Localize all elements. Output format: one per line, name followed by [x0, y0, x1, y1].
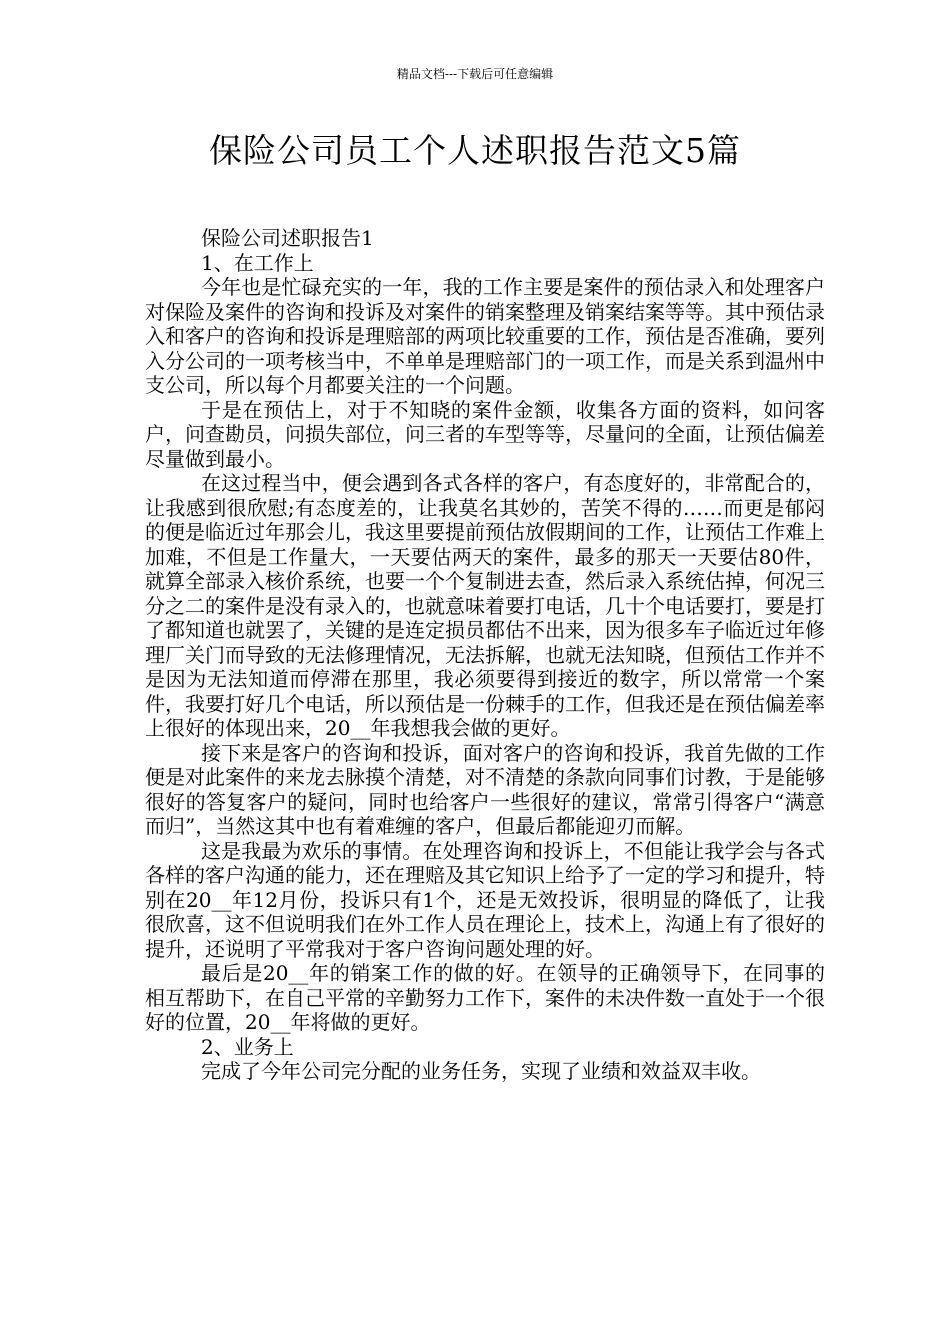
paragraph: 接下来是客户的咨询和投诉，面对客户的咨询和投诉，我首先做的工作便是对此案件的来龙去脉摸个清楚，对不清楚的条款向同事们讨教，于是能够很好的答复客户的疑问，同时也给客户一些很好的建议，常常引得客户“满意而归”，当然这其中也有着难缠的客户，但最后都能迎刃而解。: [145, 740, 825, 838]
subsection-heading: 2、业务上: [201, 1034, 294, 1059]
paragraph: 这是我最为欢乐的事情。在处理咨询和投诉上，不但能让我学会与各式各样的客户沟通的能力，还在理赔及其它知识上给予了一定的学习和提升，特别在20__年12月份，投诉只有1个，还是无效投诉，很明显的降低了，让我很欣喜，这不但说明我们在外工作人员在理论上，技术上，沟通上有了很好的提升，还说明了平常我对于客户咨询问题处理的好。: [145, 838, 825, 961]
paragraph: 最后是20__年的销案工作的做的好。在领导的正确领导下，在同事的相互帮助下，在自己平常的辛勤努力工作下，案件的未决件数一直处于一个很好的位置，20__年将做的更好。: [145, 961, 825, 1034]
subsection-heading: 1、在工作上: [201, 250, 314, 275]
document-body: [145, 226, 825, 1084]
section-title: 保险公司述职报告1: [201, 226, 374, 250]
paragraph: 完成了今年公司完分配的业务任务，实现了业绩和效益双丰收。: [201, 1059, 761, 1083]
paragraph: 今年也是忙碌充实的一年，我的工作主要是案件的预估录入和处理客户对保险及案件的咨询和投诉及对案件的销案整理及销案结案等等。其中预估录入和客户的咨询和投诉是理赔部的两项比较重要的工作，预估是否准确，要列入分公司的一项考核当中，不单单是理赔部门的一项工作，而是关系到温州中支公司，所以每个月都要关注的一个问题。: [145, 275, 825, 397]
document-title: 保险公司员工个人述职报告范文5篇: [209, 131, 741, 170]
paragraph: 于是在预估上，对于不知晓的案件金额，收集各方面的资料，如问客户，问查勘员，问损失部位，问三者的车型等等，尽量问的全面，让预估偏差尽量做到最小。: [145, 397, 825, 471]
paragraph: 在这过程当中，便会遇到各式各样的客户，有态度好的，非常配合的，让我感到很欣慰;有态度差的，让我莫名其妙的，苦笑不得的……而更是郁闷的便是临近过年那会儿，我这里要提前预估放假期间的工作，让预估工作难上加难，不但是工作量大，一天要估两天的案件，最多的那天一天要估80件，就算全部录入核价系统，也要一个个复制进去查，然后录入系统估掉，何况三分之二的案件是没有录入的，也就意味着要打电话，几十个电话要打，要是打了都知道也就罢了，关键的是连定损员都估不出来，因为很多车子临近过年修理厂关门而导致的无法修理情况，无法拆解，也就无法知晓，但预估工作并不是因为无法知道而停滞在那里，我必须要得到接近的数字，所以常常一个案件，我要打好几个电话，所以预估是一份棘手的工作，但我还是在预估偏差率上很好的体现出来，20__年我想我会做的更好。: [145, 471, 825, 740]
header-note: 精品文档---下载后可任意编辑: [396, 67, 554, 81]
